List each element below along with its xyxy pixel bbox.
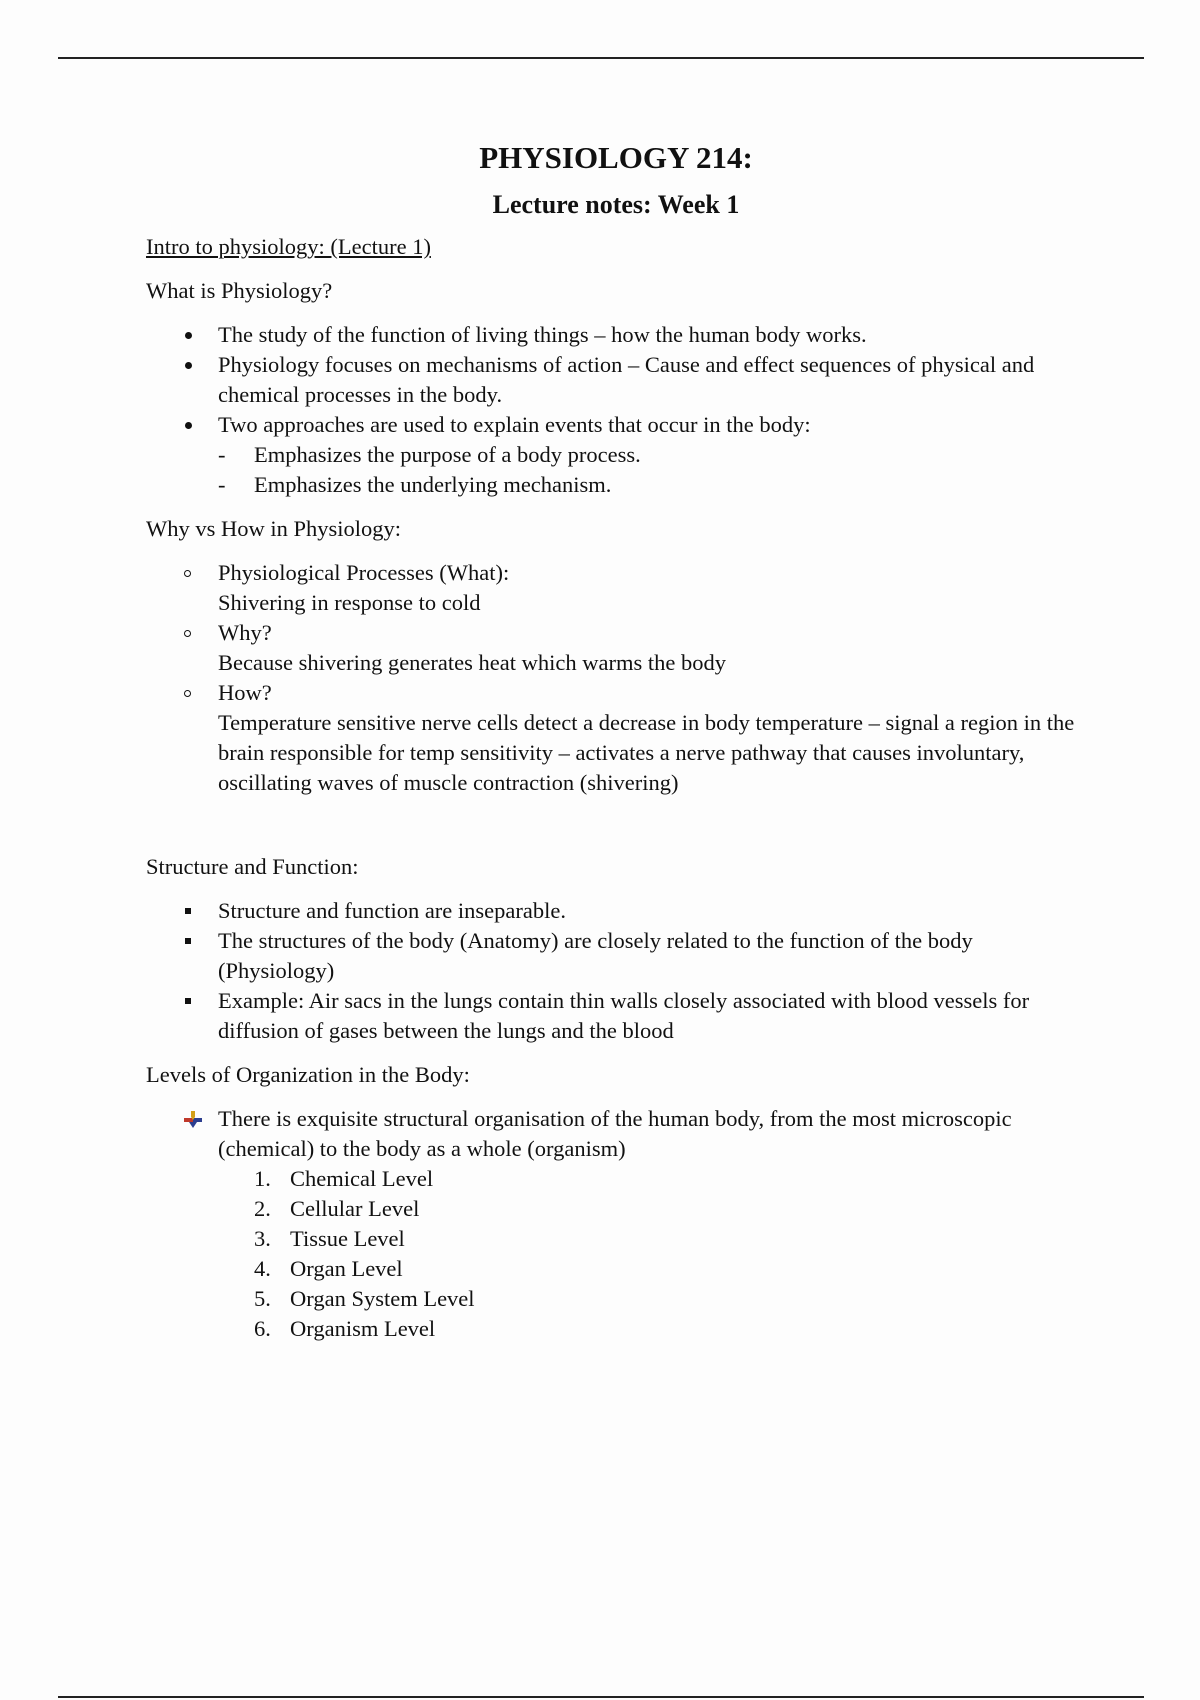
item-label: Why? (218, 620, 272, 645)
numbered-item (218, 1254, 1086, 1284)
list-item (146, 926, 1086, 986)
numbered-item (218, 1194, 1086, 1224)
what-is-list (146, 320, 1086, 500)
item-detail: Because shivering generates heat which warms the body (218, 650, 726, 675)
why-how-list (146, 558, 1086, 798)
item-number: 5. (254, 1286, 271, 1311)
bottom-rule (58, 1696, 1144, 1698)
list-item-text: The structures of the body (Anatomy) are closely related to the function of the body (Physiology) (218, 928, 973, 983)
spacer (146, 812, 1086, 852)
item-label: How? (218, 680, 272, 705)
what-is-heading: What is Physiology? (146, 278, 333, 303)
item-text: Organism Level (290, 1316, 436, 1341)
numbered-item (218, 1284, 1086, 1314)
lecture-heading: Intro to physiology: (Lecture 1) (146, 234, 431, 259)
list-item (146, 558, 1086, 618)
arrow-bullet-icon (182, 1108, 204, 1130)
item-number: 6. (254, 1316, 271, 1341)
item-label: Physiological Processes (What): (218, 560, 510, 585)
levels-heading: Levels of Organization in the Body: (146, 1062, 470, 1087)
levels-intro: There is exquisite structural organisation of the human body, from the most microscopic (chemical) to the body as a whole (organism) (218, 1106, 1012, 1161)
item-detail: Shivering in response to cold (218, 590, 481, 615)
approaches-sublist (218, 440, 1086, 500)
item-text: Chemical Level (290, 1166, 434, 1191)
sub-list-item (218, 440, 1086, 470)
list-item-text: Example: Air sacs in the lungs contain thin walls closely associated with blood vessels for diffusion of gases between the lungs and the blood (218, 988, 1030, 1043)
item-text: Cellular Level (290, 1196, 420, 1221)
page-subtitle: Lecture notes: Week 1 (492, 190, 740, 219)
item-number: 2. (254, 1196, 271, 1221)
dash-bullet-icon: - (218, 472, 226, 497)
item-number: 4. (254, 1256, 271, 1281)
list-item (146, 350, 1086, 410)
sub-list-item-text: Emphasizes the purpose of a body process. (254, 442, 641, 467)
item-detail: Temperature sensitive nerve cells detect a decrease in body temperature – signal a region in the brain responsible for temp sensitivity – activates a nerve pathway that causes involuntary, oscillating waves of muscle contraction (shivering) (218, 710, 1075, 795)
list-item (146, 896, 1086, 926)
list-item (146, 320, 1086, 350)
list-item (146, 986, 1086, 1046)
numbered-item (218, 1314, 1086, 1344)
numbered-item (218, 1164, 1086, 1194)
numbered-item (218, 1224, 1086, 1254)
list-item-text: Physiology focuses on mechanisms of action – Cause and effect sequences of physical and chemical processes in the body. (218, 352, 1035, 407)
list-item (146, 1104, 1086, 1344)
item-number: 1. (254, 1166, 271, 1191)
dash-bullet-icon: - (218, 442, 226, 467)
list-item-text: Structure and function are inseparable. (218, 898, 566, 923)
structure-heading: Structure and Function: (146, 854, 359, 879)
page-title: PHYSIOLOGY 214: (479, 140, 753, 175)
item-number: 3. (254, 1226, 271, 1251)
item-text: Organ Level (290, 1256, 403, 1281)
structure-list (146, 896, 1086, 1046)
levels-list (146, 1104, 1086, 1344)
list-item (146, 410, 1086, 500)
list-item-text: Two approaches are used to explain events that occur in the body: (218, 412, 811, 437)
levels-numbered-list (218, 1164, 1086, 1344)
list-item (146, 678, 1086, 798)
item-text: Tissue Level (290, 1226, 405, 1251)
list-item-text: The study of the function of living things – how the human body works. (218, 322, 867, 347)
document-page (146, 138, 1086, 1358)
sub-list-item (218, 470, 1086, 500)
top-rule (58, 57, 1144, 59)
sub-list-item-text: Emphasizes the underlying mechanism. (254, 472, 612, 497)
why-how-heading: Why vs How in Physiology: (146, 516, 402, 541)
list-item (146, 618, 1086, 678)
item-text: Organ System Level (290, 1286, 475, 1311)
